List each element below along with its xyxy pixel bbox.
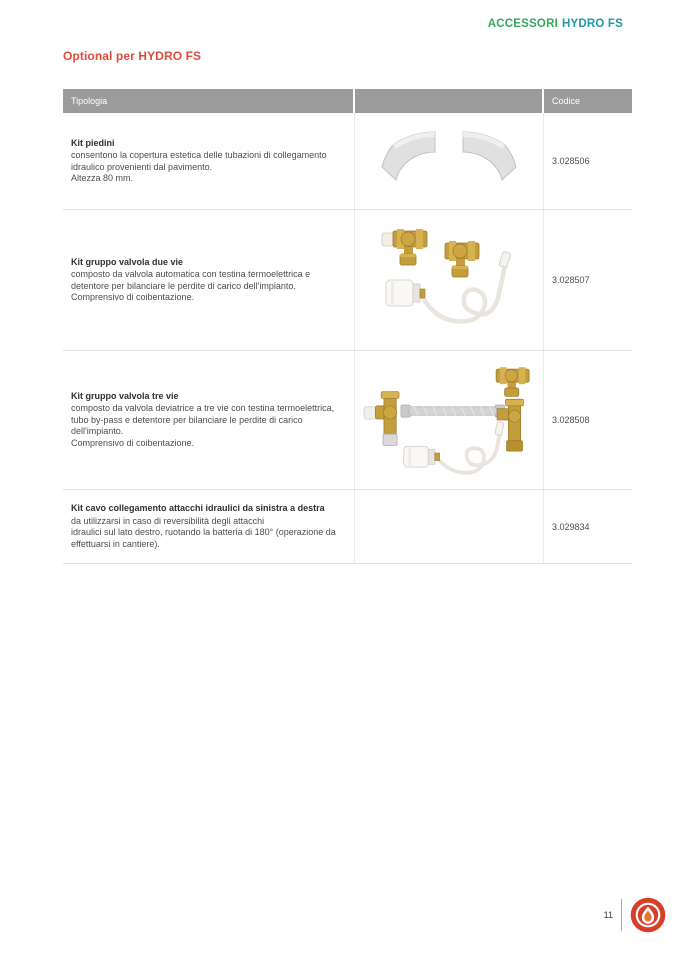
column-header-tipologia: Tipologia — [63, 89, 355, 113]
accessories-table — [63, 89, 632, 564]
product-image-cell — [355, 113, 544, 209]
tipologia-cell — [63, 490, 355, 563]
item-title: Kit cavo collegamento attacchi idraulici da sinistra a destra — [71, 503, 325, 513]
item-title: Kit gruppo valvola due vie — [71, 256, 184, 267]
code-cell: 3.028507 — [552, 275, 590, 285]
item-description: da utilizzarsi in caso di reversibilità degli attacchi — [71, 515, 265, 526]
table-header-row — [63, 89, 632, 113]
item-description-line2: idraulici sul lato destro, ruotando la batteria di 180° (operazione da effettuarsi in cantiere). — [71, 527, 336, 549]
header-section-label: ACCESSORI — [487, 18, 558, 30]
item-description: consentono la copertura estetica delle tubazioni di collegamento idraulico provenienti dal pavimento. — [71, 150, 327, 172]
tipologia-cell — [63, 351, 355, 489]
item-title: Kit piedini — [71, 137, 115, 148]
tipologia-cell — [63, 210, 355, 350]
header-product-label: HYDRO FS — [561, 18, 623, 30]
footer-divider — [621, 899, 622, 931]
code-cell: 3.028508 — [552, 415, 590, 425]
column-header-codice: Codice — [552, 96, 581, 106]
product-image-cell — [355, 210, 544, 350]
column-header-image — [355, 89, 544, 113]
three-way-valve-kit-image — [356, 354, 542, 486]
table-row-valvola-tre-vie — [63, 351, 632, 490]
page-header — [488, 18, 623, 30]
page-footer — [604, 897, 666, 933]
item-description-line2: Altezza 80 mm. — [71, 173, 134, 183]
item-description: composto da valvola automatica con testina termoelettrica e detentore per bilanciare le perdite di carico dell'impianto. — [71, 269, 311, 291]
code-cell: 3.029834 — [552, 521, 590, 532]
product-image-cell-empty — [355, 490, 544, 563]
kit-piedini-image — [379, 121, 519, 201]
page-title: Optional per HYDRO FS — [63, 49, 202, 63]
tipologia-cell — [63, 113, 355, 209]
item-title: Kit gruppo valvola tre vie — [71, 390, 179, 401]
table-row-valvola-due-vie — [63, 210, 632, 351]
page-number: 11 — [603, 910, 613, 920]
table-row-kit-piedini — [63, 113, 632, 210]
item-description-line2: Comprensivo di coibentazione. — [71, 437, 195, 448]
two-way-valve-kit-image — [374, 218, 524, 343]
brand-flame-logo-icon — [630, 897, 666, 933]
item-description-line2: Comprensivo di coibentazione. — [71, 292, 195, 302]
product-image-cell — [355, 351, 544, 489]
code-cell: 3.028506 — [552, 156, 590, 166]
table-row-kit-cavo — [63, 490, 632, 564]
item-description: composto da valvola deviatrice a tre vie con testina termoelettrica, tubo by-pass e detentore per bilanciare le perdite di carico dell'impianto. — [71, 403, 335, 437]
